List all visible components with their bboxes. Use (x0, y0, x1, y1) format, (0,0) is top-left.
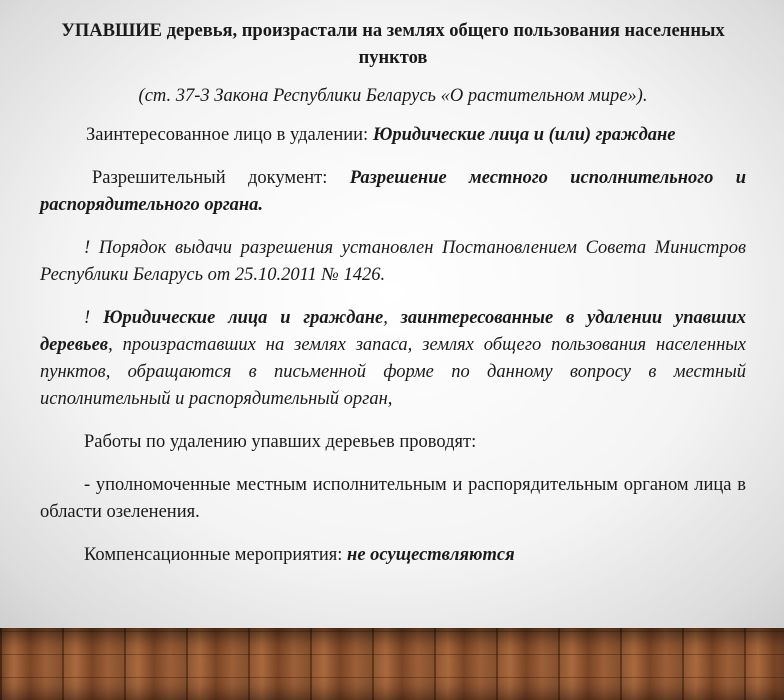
order-note-paragraph: ! Порядок выдачи разрешения установлен Постановлением Совета Министров Республики Беларусь от 25.10.2011 № 1426. (40, 238, 746, 285)
interested-value: Юридические лица и (или) граждане (372, 125, 676, 145)
note-mark: ! (84, 308, 103, 328)
compensation-paragraph (40, 542, 746, 569)
title-lead: УПАВШИЕ (61, 21, 163, 41)
compensation-label: Компенсационные мероприятия: (84, 545, 348, 565)
note-bold-interested: заинтересованные в удалении упавших деревьев (40, 308, 746, 355)
permit-label: Разрешительный документ: (92, 168, 350, 188)
interested-label: Заинтересованное лицо в удалении: (86, 125, 373, 145)
note-separator: , (383, 308, 401, 328)
law-reference: (ст. 37-3 Закона Республики Беларусь «О растительном мире»). (138, 86, 648, 106)
works-heading: Работы по удалению упавших деревьев проводят: (84, 432, 477, 452)
works-item: - уполномоченные местным исполнительным и распорядительным органом лица в области озеленения. (40, 475, 746, 522)
note-rest: , произраставших на землях запаса, землях общего пользования населенных пунктов, обращаются в письменной форме по данному вопросу в местный исполнительный и распорядительный орган, (40, 335, 746, 409)
slide-content (40, 18, 746, 585)
note-bold-entities: Юридические лица и граждане (102, 308, 384, 328)
compensation-value: не осуществляются (347, 545, 515, 565)
permit-value: Разрешение местного исполнительного и распорядительного органа. (40, 168, 746, 215)
legal-entities-note-paragraph (40, 305, 746, 413)
title-rest: деревья, произрастали на землях общего пользования населенных пунктов (162, 21, 725, 68)
page-title (40, 18, 746, 72)
wood-floor-decoration (0, 628, 784, 700)
permit-paragraph (40, 165, 746, 219)
interested-party-paragraph (40, 122, 746, 149)
